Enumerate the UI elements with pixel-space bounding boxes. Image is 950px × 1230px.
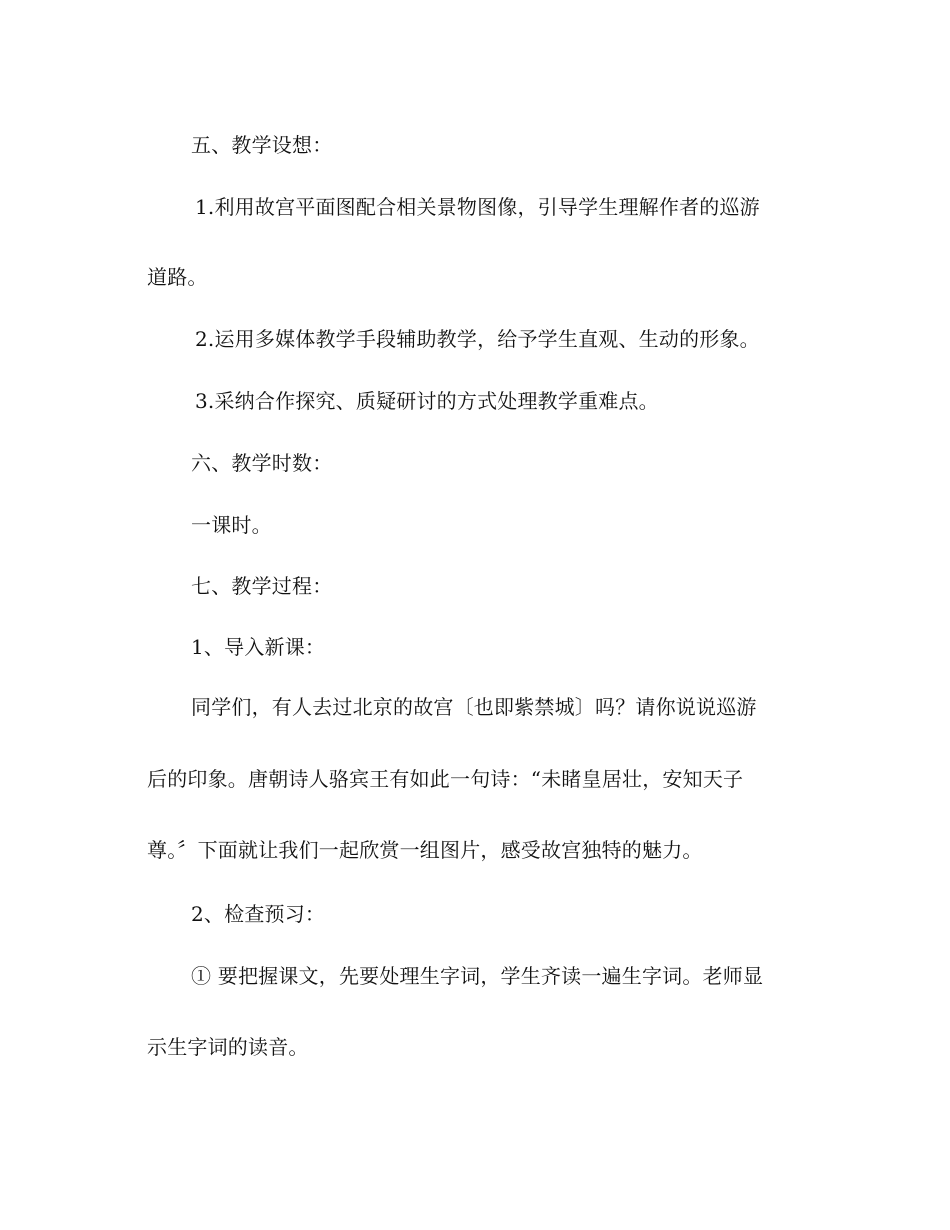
paragraph-line: 示生字词的读音。 bbox=[147, 1035, 309, 1059]
subsection-heading: 1、导入新课： bbox=[191, 635, 326, 659]
paragraph-line: 后的印象。唐朝诗人骆宾王有如此一句诗：“未睹皇居壮，安知天子 bbox=[147, 767, 744, 791]
paragraph-line: 同学们，有人去过北京的故宫〔也即紫禁城〕吗？请你说说巡游 bbox=[191, 695, 757, 719]
section-heading-5: 五、教学设想： bbox=[191, 133, 333, 157]
subsection-heading: 2、检查预习： bbox=[191, 902, 326, 926]
paragraph-line: 尊。〞下面就让我们一起欣赏一组图片，感受故宫独特的魅力。 bbox=[147, 838, 703, 862]
paragraph-line: 道路。 bbox=[147, 265, 208, 289]
section-heading-7: 七、教学过程： bbox=[191, 574, 333, 598]
paragraph-line: 2.运用多媒体教学手段辅助教学，给予学生直观、生动的形象。 bbox=[195, 327, 760, 351]
paragraph-line: 一课时。 bbox=[191, 513, 272, 537]
paragraph-line: 1.利用故宫平面图配合相关景物图像，引导学生理解作者的巡游 bbox=[195, 195, 760, 219]
paragraph-line: ① 要把握课文，先要处理生字词，学生齐读一遍生字词。老师显 bbox=[191, 964, 764, 988]
paragraph-line: 3.采纳合作探究、质疑研讨的方式处理教学重难点。 bbox=[195, 389, 659, 413]
section-heading-6: 六、教学时数： bbox=[191, 451, 333, 475]
